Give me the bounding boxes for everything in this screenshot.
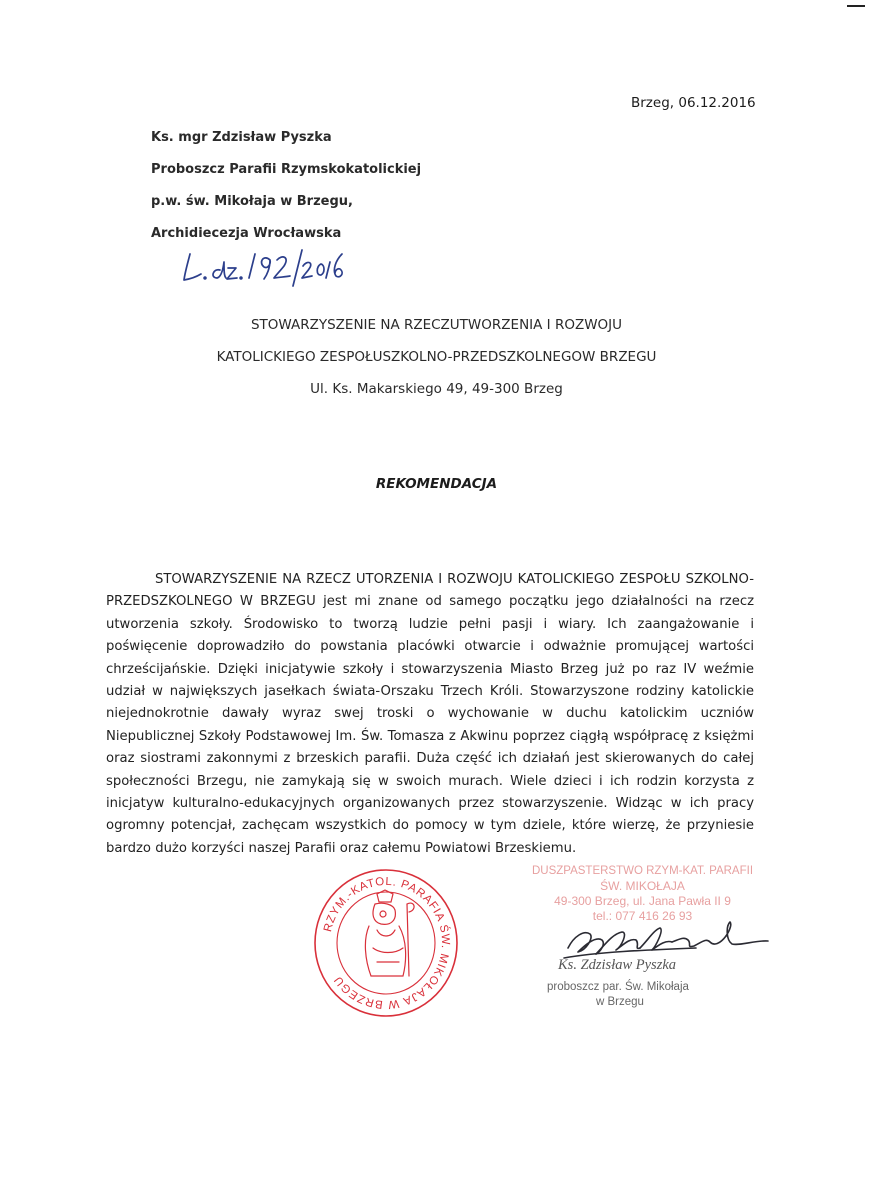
round-parish-seal: [311, 864, 461, 1022]
body-paragraph: STOWARZYSZENIE NA RZECZ UTORZENIA I ROZWOJU KATOLICKIEGO ZESPOŁU SZKOLNO-PRZEDSZKOLNEGO W BRZEGU jest mi znane od samego początku jego działalności na rzecz utworzenia szkoły. Środowisko to tworzą ludzie pełni pasji i wiary. Ich zaangażowanie i poświęcenie doprowadziło do powstania placówki otwarcie i odważnie promującej wartości chrześcijańskie. Dzięki inicjatywie szkoły i stowarzyszenia Miasto Brzeg już po raz IV weźmie udział w największych jasełkach świata-Orszaku Trzech Króli. Stowarzyszone rodziny katolickie niejednokrotnie dawały wyraz swej troski o wychowanie w duchu katolickim uczniów Niepublicznej Szkoły Podstawowej Im. Św. Tomasza z Akwinu poprzez ciągłą współpracę z księżmi oraz siostrami zakonnymi z brzeskich parafii. Duża część ich działań jest skierowanych do całej społeczności Brzegu, nie zamykają się w swoich murach. Wiele dzieci i ich rodzin korzysta z inicjatyw kulturalno-edukacyjnych organizowanych przez stowarzyszenie. Widząc w ich pracy ogromny potencjał, zachęcam wszystkich do pomocy w tym dziele, które wierzę, że przyniesie bardzo dużo korzyści naszej Parafii oraz całemu Powiatowi Brzeskiemu.: [106, 572, 754, 856]
sender-parish: p.w. św. Mikołaja w Brzegu,: [151, 194, 353, 209]
stamp-line-4: tel.: 077 416 26 93: [592, 909, 693, 923]
stamp-line-1: DUSZPASTERSTWO RZYM-KAT. PARAFII: [531, 865, 754, 877]
sender-archdiocese: Archidiecezja Wrocławska: [151, 226, 342, 241]
scan-corner-mark: [847, 5, 865, 7]
sender-name: Ks. mgr Zdzisław Pyszka: [151, 130, 332, 145]
recipient-line-2: KATOLICKIEGO ZESPOŁUSZKOLNO-PRZEDSZKOLNEGOW BRZEGU: [216, 349, 657, 365]
stamp-priest-name: Ks. Zdzisław Pyszka: [558, 957, 677, 973]
sender-title: Proboszcz Parafii Rzymskokatolickiej: [151, 162, 422, 177]
seal-text: RZYM.-KATOL. PARAFIA ŚW. MIKOŁAJA W BRZEGU: [322, 875, 452, 1011]
handwritten-reference-number: [180, 240, 370, 290]
recipient-line-1: STOWARZYSZENIE NA RZECZUTWORZENIA I ROZWOJU: [250, 317, 623, 333]
handwritten-signature: [556, 910, 771, 970]
recipient-address: Ul. Ks. Makarskiego 49, 49-300 Brzeg: [310, 381, 563, 397]
svg-text:RZYM.-KATOL. PARAFIA ŚW. MIKOŁ: [322, 876, 451, 1010]
stamp-line-3: 49-300 Brzeg, ul. Jana Pawła II 9: [554, 894, 731, 908]
document-title: REKOMENDACJA: [375, 476, 498, 492]
letter-body: [106, 569, 754, 860]
stamp-town: w Brzegu: [596, 996, 644, 1008]
stamp-line-2: ŚW. MIKOŁAJA: [600, 879, 685, 893]
letter-date: Brzeg, 06.12.2016: [631, 95, 756, 111]
stamp-priest-role: proboszcz par. Św. Mikołaja: [547, 981, 689, 993]
